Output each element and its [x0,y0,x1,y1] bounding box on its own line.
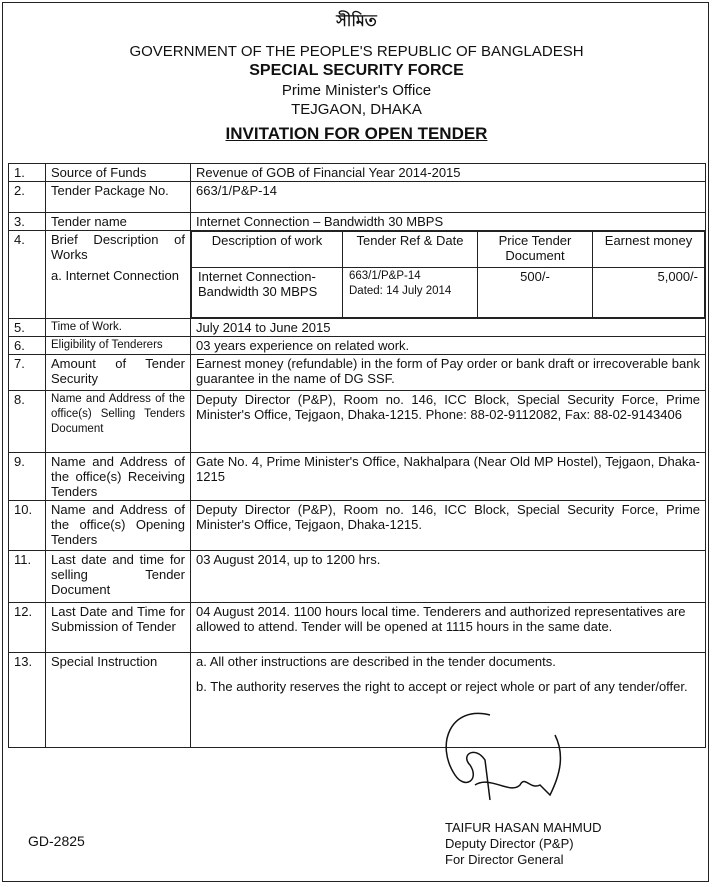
subtable-cell: Internet Connection-Bandwidth 30 MBPS [192,268,343,318]
signature-image [430,705,590,815]
row-label: Time of Work. [46,319,191,337]
location-heading: TEJGAON, DHAKA [291,101,422,118]
row-label: Last date and time for selling Tender Document [46,551,191,603]
subtable-header: Price Tender Document [478,232,593,268]
government-heading: GOVERNMENT OF THE PEOPLE'S REPUBLIC OF BANGLADESH [129,43,584,60]
table-row [9,164,706,182]
subtable-header: Description of work [192,232,343,268]
row-label: Tender name [46,213,191,231]
subtable-cell: 500/- [478,268,593,318]
row-label: Name and Address of the office(s) Opening Tenders [46,501,191,551]
row-value: Earnest money (refundable) in the form of Pay order or bank draft or irrecoverable bank guarantee in the name of DG SSF. [191,355,706,391]
subtable-header: Tender Ref & Date [343,232,478,268]
row-number: 4. [9,231,46,319]
subtable-cell [343,268,478,318]
row-value: Deputy Director (P&P), Room no. 146, ICC Block, Special Security Force, Prime Minister's Office, Tejgaon, Dhaka-1215. [191,501,706,551]
table-row [9,501,706,551]
row-value: Gate No. 4, Prime Minister's Office, Nakhalpara (Near Old MP Hostel), Tejgaon, Dhaka-1215 [191,453,706,501]
row-number: 6. [9,337,46,355]
tender-table [8,163,706,748]
row-value: 03 August 2014, up to 1200 hrs. [191,551,706,603]
table-row [9,319,706,337]
row-sublabel: a. Internet Connection [51,268,179,283]
row-label: Last Date and Time for Submission of Tender [46,603,191,653]
table-row [9,231,706,319]
row-number: 5. [9,319,46,337]
row-number: 10. [9,501,46,551]
row-value: Deputy Director (P&P), Room no. 146, ICC Block, Special Security Force, Prime Minister's Office, Tejgaon, Dhaka-1215. Phone: 88-02-9112082, Fax: 88-02-9143406 [191,391,706,453]
table-row [9,551,706,603]
row-label: Name and Address of the office(s) Selling Tenders Document [46,391,191,453]
office-heading: Prime Minister's Office [281,82,432,99]
row-value: 03 years experience on related work. [191,337,706,355]
table-row [9,337,706,355]
table-row [9,182,706,213]
row-label: Tender Package No. [46,182,191,213]
row-label: Source of Funds [46,164,191,182]
row-number: 12. [9,603,46,653]
subtable-header: Earnest money [593,232,705,268]
table-row [9,213,706,231]
table-row [9,355,706,391]
row-label: Eligibility of Tenderers [46,337,191,355]
tender-date: Dated: 14 July 2014 [349,285,452,297]
subtable-cell: 5,000/- [593,268,705,318]
table-row [9,391,706,453]
row-number: 2. [9,182,46,213]
signature-block [445,820,601,868]
row-number: 7. [9,355,46,391]
table-row [9,453,706,501]
row-label-text: Brief Description of Works [51,232,185,262]
works-subtable-cell [191,231,706,319]
organization-heading: SPECIAL SECURITY FORCE [249,62,464,79]
row-value: Internet Connection – Bandwidth 30 MBPS [191,213,706,231]
row-label [46,231,191,319]
instruction-a: a. All other instructions are described in the tender documents. [196,654,556,669]
row-label: Name and Address of the office(s) Receiving Tenders [46,453,191,501]
row-number: 13. [9,653,46,748]
page-title: INVITATION FOR OPEN TENDER [225,124,488,143]
row-value: 04 August 2014. 1100 hours local time. Tenderers and authorized representatives are allowed to attend. Tender will be opened at 1115 hours in the same date. [191,603,706,653]
instruction-b: b. The authority reserves the right to accept or reject whole or part of any tender/offer. [196,679,688,694]
table-row [9,603,706,653]
table-row [9,653,706,748]
row-number: 9. [9,453,46,501]
row-number: 8. [9,391,46,453]
works-subtable [191,231,705,318]
row-number: 11. [9,551,46,603]
signer-for: For Director General [445,852,564,867]
bengali-label: সীমিত [336,13,377,30]
row-number: 1. [9,164,46,182]
row-value: 663/1/P&P-14 [191,182,706,213]
signer-title: Deputy Director (P&P) [445,836,574,851]
row-value: July 2014 to June 2015 [191,319,706,337]
row-label: Special Instruction [46,653,191,748]
signer-name: TAIFUR HASAN MAHMUD [445,820,602,835]
reference-code: GD-2825 [28,833,85,849]
row-number: 3. [9,213,46,231]
tender-ref: 663/1/P&P-14 [349,270,421,282]
row-value: Revenue of GOB of Financial Year 2014-2015 [191,164,706,182]
row-label: Amount of Tender Security [46,355,191,391]
